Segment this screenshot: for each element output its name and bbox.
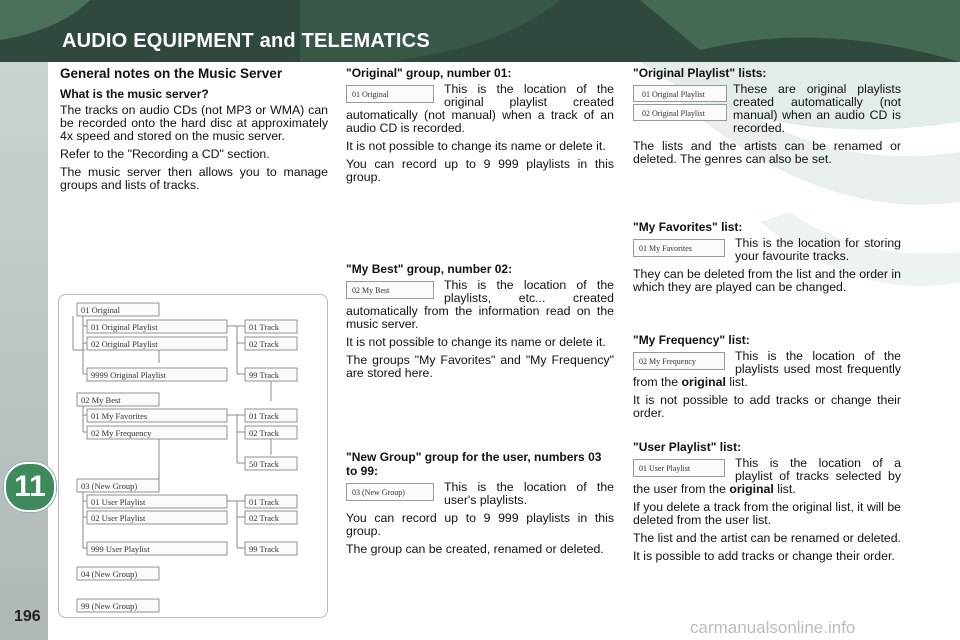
paragraph: The groups "My Favorites" and "My Frequency" are stored here.: [346, 353, 614, 380]
track-box-label: 02 Track: [249, 339, 279, 349]
paragraph: It is not possible to add tracks or change their order.: [633, 393, 901, 420]
section-title: "My Favorites" list:: [633, 220, 743, 234]
track-box-label: 99 Track: [249, 544, 279, 554]
bold-text: original: [681, 375, 726, 389]
paragraph: The lists and the artists can be renamed or deleted. The genres can also be set.: [633, 139, 901, 166]
track-box: [245, 426, 297, 439]
section-title: "Original Playlist" lists:: [633, 66, 767, 80]
group-box: [77, 479, 159, 492]
list-box: [87, 337, 227, 350]
tree-svg: [59, 295, 327, 617]
list-box: [87, 426, 227, 439]
list-box-label: 01 Original Playlist: [91, 322, 158, 332]
list-box-label: 999 User Playlist: [91, 544, 150, 554]
new-group-thumbnail: 03 (New Group): [346, 483, 434, 501]
group-box: [77, 599, 159, 612]
paragraph: It is possible to add tracks or change their order.: [633, 549, 895, 563]
group-box: [77, 393, 159, 406]
track-box-label: 01 Track: [249, 411, 279, 421]
track-box: [245, 511, 297, 524]
my-favorites-thumbnail: 01 My Favorites: [633, 239, 725, 257]
paragraph: They can be deleted from the list and the order in which they are played can be changed.: [633, 267, 901, 294]
paragraph: The music server then allows you to manage groups and lists of tracks.: [60, 165, 328, 192]
chapter-badge: [4, 462, 56, 512]
user-playlist-thumbnail: 01 User Playlist: [633, 459, 725, 477]
section-new-group: [346, 450, 614, 561]
paragraph: Refer to the "Recording a CD" section.: [60, 147, 270, 161]
paragraph: It is not possible to change its name or delete it.: [346, 335, 606, 349]
paragraph: This is the location of the playlists, etc... created automatically from the information read on the music server.: [346, 278, 614, 331]
group-box-label: 03 (New Group): [81, 481, 138, 491]
section-title: "My Best" group, number 02:: [346, 262, 513, 276]
group-box-label: 04 (New Group): [81, 569, 138, 579]
paragraph: It is not possible to change its name or delete it.: [346, 139, 606, 153]
track-box-label: 99 Track: [249, 370, 279, 380]
thumb-original-playlist-2: 02 Original Playlist: [633, 104, 727, 121]
section-subheading: What is the music server?: [60, 87, 209, 101]
track-box: [245, 457, 297, 470]
track-box: [245, 368, 297, 381]
section-my-frequency: [633, 333, 901, 425]
page-header: [0, 0, 960, 62]
group-box-label: 99 (New Group): [81, 601, 138, 611]
chapter-number: 11: [14, 470, 46, 503]
original-thumbnail: 01 Original: [346, 85, 434, 103]
list-box-label: 02 User Playlist: [91, 513, 146, 523]
group-box-label: 02 My Best: [81, 395, 121, 405]
footer-watermark: carmanualsonline.info: [690, 618, 856, 637]
list-box-label: 02 Original Playlist: [91, 339, 158, 349]
my-best-thumbnail: 02 My Best: [346, 281, 434, 299]
list-box-label: 9999 Original Playlist: [91, 370, 167, 380]
music-server-tree-diagram: [58, 294, 328, 618]
list-box-label: 01 My Favorites: [91, 411, 148, 421]
bold-text: original: [729, 482, 774, 496]
column-general-notes: [60, 66, 328, 197]
track-box: [245, 542, 297, 555]
text: list.: [725, 375, 748, 389]
paragraph: This is the location for storing your favourite tracks.: [735, 236, 901, 263]
section-my-favorites: [633, 220, 901, 299]
list-box: [87, 495, 227, 508]
thumb-original-playlist-1: 01 Original Playlist: [633, 85, 727, 102]
text: This is the location of a playlist of tracks selected by the user from the: [633, 456, 901, 496]
list-box: [87, 368, 227, 381]
section-original-playlist: [633, 66, 901, 171]
group-box: [77, 303, 159, 316]
text: This is the location of the playlists used most frequently from the: [633, 349, 901, 389]
sidebar-strip: [0, 62, 48, 640]
paragraph: The group can be created, renamed or deleted.: [346, 542, 604, 556]
section-title: "New Group" group for the user, numbers 03 to 99:: [346, 450, 602, 478]
track-box-label: 50 Track: [249, 459, 279, 469]
track-box: [245, 337, 297, 350]
paragraph: This is the location of the user's playlists.: [444, 480, 614, 507]
paragraph: You can record up to 9 999 playlists in this group.: [346, 511, 614, 538]
list-box-label: 01 User Playlist: [91, 497, 146, 507]
track-box-label: 02 Track: [249, 428, 279, 438]
group-box: [77, 567, 159, 580]
section-original-group: [346, 66, 614, 189]
list-box: [87, 511, 227, 524]
paragraph: If you delete a track from the original list, it will be deleted from the user list.: [633, 500, 901, 527]
paragraph: These are original playlists created automatically (not manual) when an audio CD is recorded.: [733, 82, 901, 135]
my-frequency-thumbnail: 02 My Frequency: [633, 352, 725, 370]
section-title: "User Playlist" list:: [633, 440, 742, 454]
track-box: [245, 409, 297, 422]
paragraph: The list and the artist can be renamed or deleted.: [633, 531, 901, 545]
list-box: [87, 409, 227, 422]
track-box-label: 01 Track: [249, 322, 279, 332]
section-title: "Original" group, number 01:: [346, 66, 512, 80]
paragraph: The tracks on audio CDs (not MP3 or WMA) can be recorded onto the hard disc at approximately 4x speed and stored on the music server.: [60, 103, 328, 143]
section-my-best-group: [346, 262, 614, 385]
section-user-playlist: [633, 440, 901, 568]
track-box-label: 02 Track: [249, 513, 279, 523]
track-box-label: 01 Track: [249, 497, 279, 507]
list-box: [87, 542, 227, 555]
page-number: 196: [14, 608, 41, 625]
section-title: "My Frequency" list:: [633, 333, 750, 347]
paragraph: You can record up to 9 999 playlists in this group.: [346, 157, 614, 184]
original-playlist-thumbnails: [633, 85, 727, 123]
paragraph: This is the location of the original playlist created automatically (not manual) when a track of an audio CD is recorded.: [346, 82, 614, 135]
track-box: [245, 495, 297, 508]
list-box-label: 02 My Frequency: [91, 428, 152, 438]
page-title: AUDIO EQUIPMENT and TELEMATICS: [62, 30, 430, 52]
section-heading: General notes on the Music Server: [60, 66, 283, 81]
list-box: [87, 320, 227, 333]
text: list.: [773, 482, 796, 496]
track-box: [245, 320, 297, 333]
group-box-label: 01 Original: [81, 305, 120, 315]
